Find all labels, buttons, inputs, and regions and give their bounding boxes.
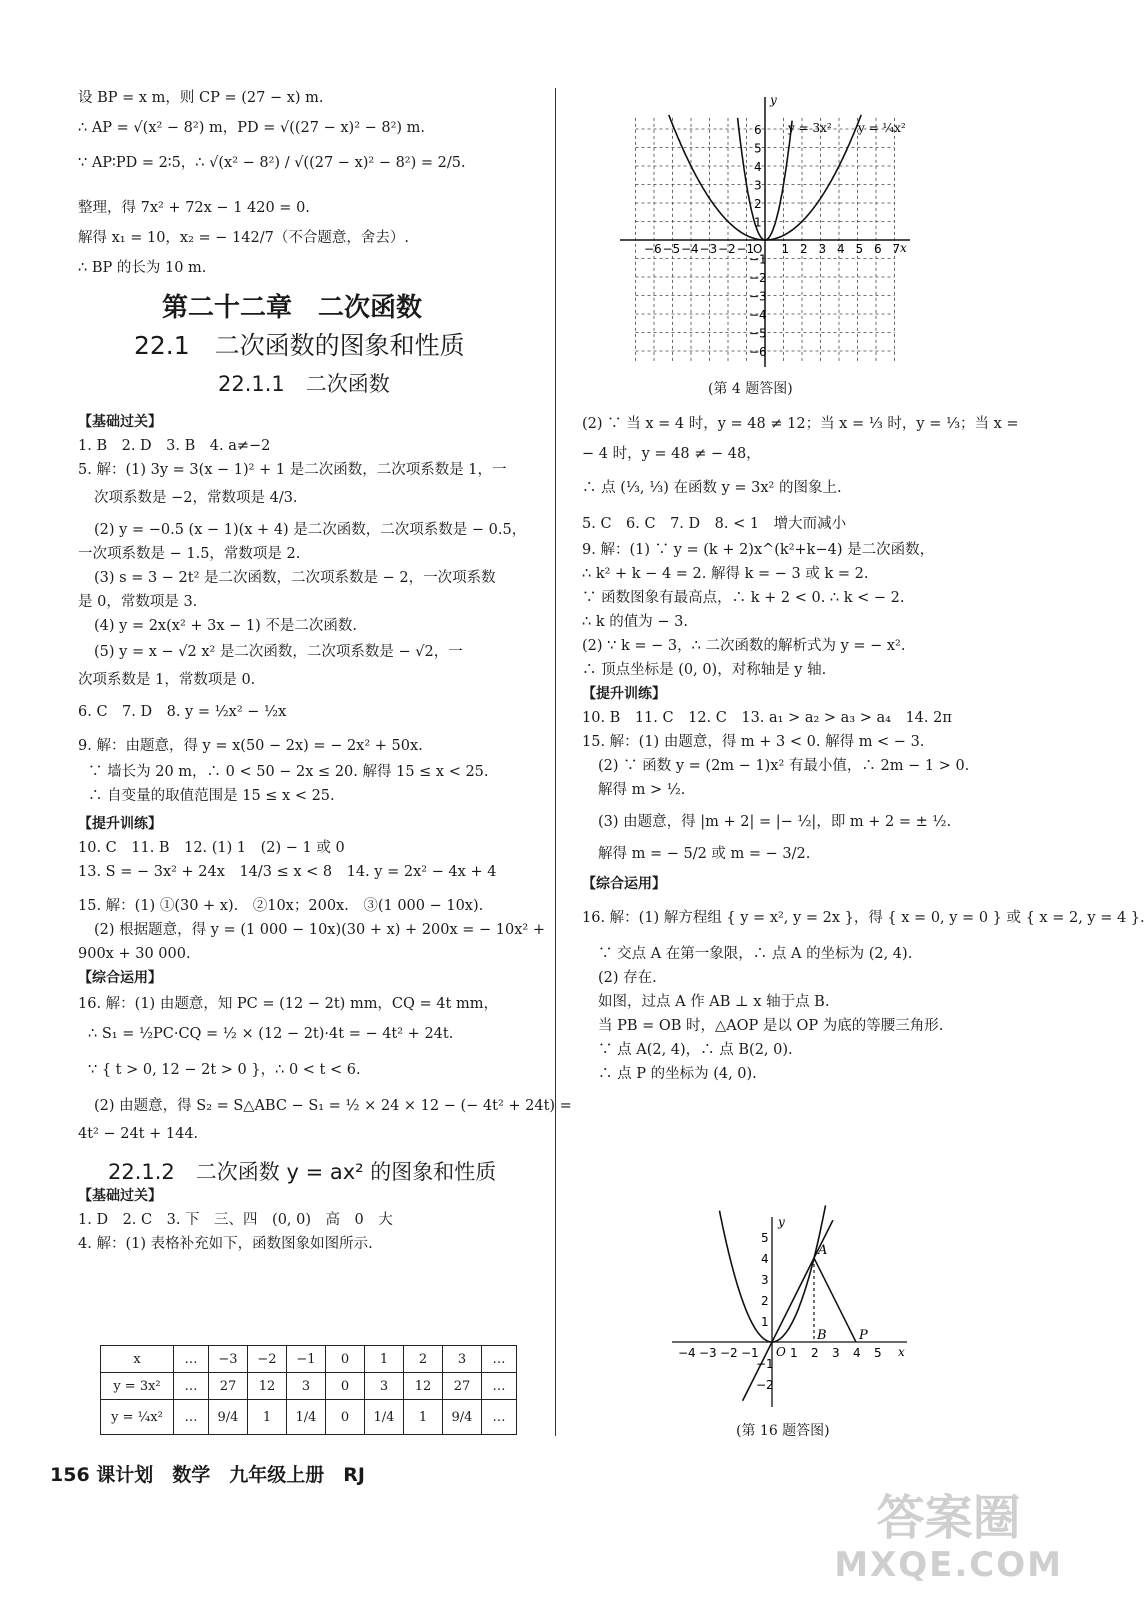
- text-line: ∴ 顶点坐标是 (0, 0)，对称轴是 y 轴.: [582, 662, 827, 678]
- text-line: 当 PB = OB 时，△AOP 是以 OP 为底的等腰三角形.: [598, 1018, 944, 1034]
- text-line: 是 0，常数项是 3.: [78, 594, 198, 610]
- y-tick-label: 5: [754, 141, 762, 156]
- x-tick-label: −4: [681, 242, 699, 256]
- text-line: 解得 m = − 5/2 或 m = − 3/2.: [598, 846, 811, 862]
- x-tick-label: 4: [853, 1346, 861, 1360]
- y-tick-label: 2: [761, 1294, 769, 1308]
- heading: 第二十二章 二次函数: [162, 293, 423, 323]
- figure-16-caption: (第 16 题答图): [736, 1423, 830, 1439]
- watermark-url: MXQE.COM: [834, 1545, 1063, 1585]
- y-tick-label: 1: [754, 215, 762, 230]
- y-axis-label: y: [778, 1215, 785, 1229]
- figure-4-caption: (第 4 题答图): [708, 381, 793, 397]
- text-line: 如图，过点 A 作 AB ⊥ x 轴于点 B.: [598, 994, 830, 1010]
- y-tick-label: −5: [749, 326, 767, 341]
- table-cell: 3: [365, 1373, 404, 1400]
- y-tick-label: 3: [754, 178, 762, 193]
- text-line: 16. 解：(1) 解方程组 { y = x², y = 2x }，得 { x = 0, y = 0 } 或 { x = 2, y = 4 }.: [582, 910, 1145, 926]
- table-cell: 3: [287, 1373, 326, 1400]
- section-header: 【提升训练】: [582, 686, 666, 702]
- y-tick-label: 6: [754, 123, 762, 137]
- x-tick-label: −1: [741, 1346, 759, 1360]
- table-cell: 27: [443, 1373, 482, 1400]
- x-tick-label: O: [753, 242, 763, 256]
- y-tick-label: −3: [749, 289, 767, 304]
- x-tick-label: 2: [811, 1346, 819, 1360]
- x-axis-label: x: [898, 1345, 905, 1359]
- point-p-label: P: [859, 1328, 868, 1343]
- x-tick-label: −2: [720, 1346, 738, 1360]
- text-line: 设 BP = x m，则 CP = (27 − x) m.: [78, 90, 324, 106]
- text-line: 10. B 11. C 12. C 13. a₁ > a₂ > a₃ > a₄ 14. 2π: [582, 710, 952, 726]
- y-tick-label: 4: [761, 1252, 769, 1266]
- text-line: 16. 解：(1) 由题意，知 PC = (12 − 2t) mm，CQ = 4t mm，: [78, 996, 498, 1012]
- table-cell: 0: [326, 1346, 365, 1373]
- table-cell: …: [174, 1373, 209, 1400]
- text-line: ∴ AP = √(x² − 8²) m，PD = √((27 − x)² − 8²) m.: [78, 120, 426, 136]
- section-header: 【综合运用】: [582, 876, 666, 892]
- text-line: 4. 解：(1) 表格补充如下，函数图象如图所示.: [78, 1236, 373, 1252]
- text-line: (3) 由题意，得 |m + 2| = |− ½|，即 m + 2 = ± ½.: [598, 814, 952, 830]
- watermark: [834, 1490, 1063, 1584]
- intersection-graph-figure: [672, 1212, 912, 1412]
- table-cell: −3: [209, 1346, 248, 1373]
- text-line: 10. C 11. B 12. (1) 1 (2) − 1 或 0: [78, 840, 345, 856]
- table-cell: 0: [326, 1400, 365, 1435]
- text-line: (2) ∵ 函数 y = (2m − 1)x² 有最小值，∴ 2m − 1 > 0.: [598, 758, 970, 774]
- table-cell: …: [482, 1400, 517, 1435]
- text-line: 15. 解：(1) ①(30 + x). ②10x；200x. ③(1 000 − 10x).: [78, 898, 484, 914]
- x-axis-label: x: [900, 241, 907, 255]
- y-tick-label: 1: [761, 1315, 769, 1329]
- text-line: 5. 解：(1) 3y = 3(x − 1)² + 1 是二次函数，二次项系数是 1，一: [78, 462, 507, 478]
- text-line: 5. C 6. C 7. D 8. < 1 增大而减小: [582, 516, 847, 532]
- table-cell: 1/4: [365, 1400, 404, 1435]
- x-tick-label: 5: [855, 242, 864, 256]
- text-line: ∵ 交点 A 在第一象限，∴ 点 A 的坐标为 (2, 4).: [598, 946, 913, 962]
- text-line: ∵ 墙长为 20 m，∴ 0 < 50 − 2x ≤ 20. 解得 15 ≤ x < 25.: [88, 764, 489, 780]
- table-cell: −2: [248, 1346, 287, 1373]
- text-line: 9. 解：(1) ∵ y = (k + 2)x^(k²+k−4) 是二次函数，: [582, 542, 935, 558]
- section-header: 【基础过关】: [78, 1188, 162, 1204]
- table-cell: 12: [248, 1373, 287, 1400]
- table-cell: 1: [365, 1346, 404, 1373]
- y-tick-label: −6: [749, 345, 767, 359]
- table-cell: 1: [404, 1400, 443, 1435]
- text-line: ∴ BP 的长为 10 m.: [78, 260, 207, 276]
- text-line: (2) 存在.: [598, 970, 657, 986]
- x-tick-label: 5: [874, 1346, 882, 1360]
- table-cell: 1/4: [287, 1400, 326, 1435]
- y-tick-label: −4: [749, 308, 767, 322]
- y-tick-label: 3: [761, 1273, 769, 1287]
- table-cell: 1: [248, 1400, 287, 1435]
- y-tick-label: 5: [761, 1231, 769, 1245]
- text-line: 一次项系数是 − 1.5，常数项是 2.: [78, 546, 301, 562]
- x-tick-label: 2: [800, 242, 808, 256]
- text-line: − 4 时，y = 48 ≠ − 48，: [582, 446, 761, 462]
- column-divider: [555, 88, 556, 1436]
- text-line: ∵ 函数图象有最高点，∴ k + 2 < 0. ∴ k < − 2.: [582, 590, 905, 606]
- table-cell: …: [482, 1346, 517, 1373]
- text-line: ∴ 点 P 的坐标为 (4, 0).: [598, 1066, 757, 1082]
- table-cell: 3: [443, 1346, 482, 1373]
- text-line: (3) s = 3 − 2t² 是二次函数，二次项系数是 − 2，一次项系数: [94, 570, 496, 586]
- text-line: 6. C 7. D 8. y = ½x² − ½x: [78, 704, 287, 720]
- text-line: 次项系数是 −2，常数项是 4/3.: [94, 490, 298, 506]
- table-cell: −1: [287, 1346, 326, 1373]
- parabola-graph-figure: [620, 92, 920, 372]
- table-row: [101, 1373, 517, 1400]
- heading: 22.1.1 二次函数: [218, 372, 390, 396]
- table-cell: …: [482, 1373, 517, 1400]
- y-tick-label: −2: [756, 1378, 774, 1392]
- text-line: 4t² − 24t + 144.: [78, 1126, 199, 1142]
- table-cell: x: [101, 1346, 174, 1373]
- heading: 22.1 二次函数的图象和性质: [134, 331, 465, 360]
- point-a-label: A: [818, 1243, 828, 1258]
- x-tick-label: 6: [874, 242, 882, 256]
- x-tick-label: −5: [662, 242, 681, 256]
- table-cell: 9/4: [443, 1400, 482, 1435]
- x-tick-label: −2: [718, 242, 736, 256]
- text-line: 次项系数是 1，常数项是 0.: [78, 672, 256, 688]
- y-tick-label: 4: [754, 160, 762, 174]
- table-row: [101, 1400, 517, 1435]
- text-line: 13. S = − 3x² + 24x 14/3 ≤ x < 8 14. y = 2x² − 4x + 4: [78, 864, 497, 880]
- text-line: 1. B 2. D 3. B 4. a≠−2: [78, 438, 271, 454]
- curve-label-3x2: y = 3x²: [788, 121, 832, 135]
- x-tick-label: 3: [818, 242, 827, 256]
- text-line: (2) y = −0.5 (x − 1)(x + 4) 是二次函数，二次项系数是 − 0.5，: [94, 522, 527, 538]
- text-line: ∵ AP∶PD = 2∶5，∴ √(x² − 8²) / √((27 − x)² − 8²) = 2/5.: [78, 155, 466, 171]
- text-line: ∵ { t > 0, 12 − 2t > 0 }，∴ 0 < t < 6.: [88, 1062, 361, 1078]
- text-line: 整理，得 7x² + 72x − 1 420 = 0.: [78, 200, 310, 216]
- y-tick-label: −1: [756, 1357, 774, 1371]
- heading: 22.1.2 二次函数 y = ax² 的图象和性质: [108, 1160, 497, 1184]
- table-cell: …: [174, 1400, 209, 1435]
- x-tick-label: −4: [678, 1346, 696, 1360]
- table-cell: y = ¼x²: [101, 1400, 174, 1435]
- x-tick-label: 7: [892, 242, 901, 256]
- section-header: 【综合运用】: [78, 970, 162, 986]
- table-cell: …: [174, 1346, 209, 1373]
- text-line: ∴ k 的值为 − 3.: [582, 614, 688, 630]
- x-tick-label: −1: [736, 242, 755, 256]
- table-cell: y = 3x²: [101, 1373, 174, 1400]
- x-tick-label: 3: [832, 1346, 840, 1360]
- text-line: 900x + 30 000.: [78, 946, 191, 962]
- text-line: (2) ∵ 当 x = 4 时，y = 48 ≠ 12；当 x = ⅓ 时，y = ⅓；当 x =: [582, 416, 1019, 432]
- text-line: (2) 由题意，得 S₂ = S△ABC − S₁ = ½ × 24 × 12 − (− 4t² + 24t) =: [94, 1098, 572, 1114]
- text-line: (2) ∵ k = − 3，∴ 二次函数的解析式为 y = − x².: [582, 638, 906, 654]
- text-line: (2) 根据题意，得 y = (1 000 − 10x)(30 + x) + 200x = − 10x² +: [94, 922, 545, 938]
- table-cell: 2: [404, 1346, 443, 1373]
- text-line: 1. D 2. C 3. 下 三、四 (0, 0) 高 0 大: [78, 1212, 393, 1228]
- y-tick-label: −1: [749, 252, 767, 267]
- x-tick-label: 1: [790, 1346, 798, 1360]
- x-tick-label: −3: [699, 1346, 717, 1360]
- text-line: 9. 解：由题意，得 y = x(50 − 2x) = − 2x² + 50x.: [78, 738, 423, 754]
- x-tick-label: 1: [781, 242, 790, 256]
- table-cell: 12: [404, 1373, 443, 1400]
- table-cell: 9/4: [209, 1400, 248, 1435]
- section-header: 【基础过关】: [78, 414, 162, 430]
- origin-label: O: [776, 1345, 786, 1359]
- table-cell: 27: [209, 1373, 248, 1400]
- text-line: ∴ 自变量的取值范围是 15 ≤ x < 25.: [88, 788, 335, 804]
- table-row: [101, 1346, 517, 1373]
- text-line: ∴ k² + k − 4 = 2. 解得 k = − 3 或 k = 2.: [582, 566, 869, 582]
- text-line: ∴ 点 (⅓, ⅓) 在函数 y = 3x² 的图象上.: [582, 480, 842, 496]
- x-tick-label: 4: [837, 242, 845, 256]
- point-b-label: B: [817, 1328, 827, 1343]
- y-axis-label: y: [770, 93, 777, 107]
- text-line: (4) y = 2x(x² + 3x − 1) 不是二次函数.: [94, 618, 357, 634]
- curve-label-quarter-x2: y = ¼x²: [858, 121, 906, 135]
- watermark-title: 答案圈: [876, 1490, 1021, 1546]
- x-tick-label: −6: [644, 242, 662, 256]
- text-line: ∴ S₁ = ½PC·CQ = ½ × (12 − 2t)·4t = − 4t² + 24t.: [88, 1026, 454, 1042]
- x-tick-label: −3: [699, 242, 718, 256]
- text-line: 15. 解：(1) 由题意，得 m + 3 < 0. 解得 m < − 3.: [582, 734, 925, 750]
- value-table: [100, 1345, 517, 1435]
- text-line: (5) y = x − √2 x² 是二次函数，二次项系数是 − √2，一: [94, 644, 463, 660]
- page-footer: 156 课计划 数学 九年级上册 RJ: [50, 1464, 365, 1486]
- section-header: 【提升训练】: [78, 816, 162, 832]
- text-line: 解得 m > ½.: [598, 782, 686, 798]
- table-cell: 0: [326, 1373, 365, 1400]
- text-line: 解得 x₁ = 10，x₂ = − 142/7（不合题意，舍去）.: [78, 230, 409, 246]
- y-tick-label: −2: [749, 271, 767, 285]
- text-line: ∵ 点 A(2, 4)，∴ 点 B(2, 0).: [598, 1042, 793, 1058]
- y-tick-label: 2: [754, 197, 762, 211]
